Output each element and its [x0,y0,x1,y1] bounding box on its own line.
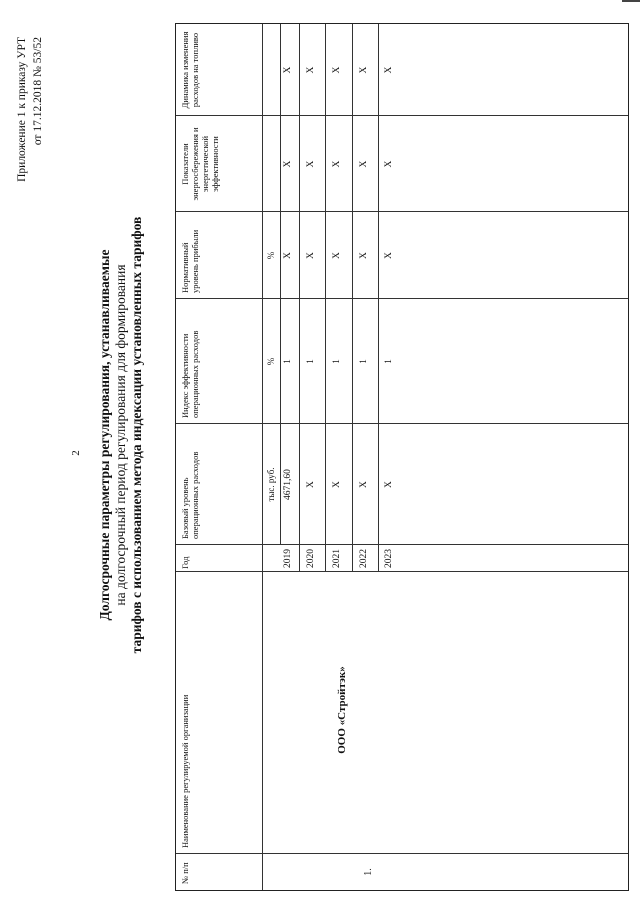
index-cell: 1 [384,359,394,364]
base-cell: 4671,60 [283,469,293,500]
col-rule-year [176,544,628,545]
base-cell: Х [384,481,394,488]
row-number: 1. [363,868,374,876]
fuel-cell: Х [359,66,369,74]
profit-cell: Х [306,252,316,259]
energy-cell: Х [283,160,293,168]
annex-line-2: от 17.12.2018 № 53/52 [32,37,44,146]
header-energy: Показатели энергосбережения и энергетической эффективности [180,127,220,201]
header-fuel: Динамика изменения расходов на топливо [180,31,200,109]
title-line-2: на долгосрочный период регулирования для формирования [113,264,128,606]
col-rule-org [176,571,628,572]
page-number: 2 [70,450,82,456]
year-cell: 2020 [306,549,316,568]
profit-cell: Х [283,252,293,259]
energy-cell: Х [359,160,369,168]
header-num: № п/п [180,862,190,884]
energy-cell: Х [332,160,342,168]
header-year: Год [180,556,190,569]
fuel-cell: Х [332,66,342,74]
unit-index: % [266,357,276,366]
header-index: Индекс эффективности операционных расходов [180,330,200,418]
profit-cell: Х [359,252,369,259]
col-rule-profit [176,211,628,212]
document-title [97,85,145,785]
index-cell: 1 [359,359,369,364]
fuel-cell: Х [384,66,394,74]
title-line-1: Долгосрочные параметры регулирования, устанавливаемые [97,249,112,621]
year-cell: 2021 [332,549,342,568]
profit-cell: Х [332,252,342,259]
energy-cell: Х [384,160,394,168]
year-cell: 2019 [283,549,293,568]
index-cell: 1 [283,359,293,364]
col-rule-energy [176,115,628,116]
base-cell: Х [359,481,369,488]
header-base: Базовый уровень операционных расходов [180,451,200,539]
col-rule-num [176,853,628,854]
unit-base: тыс. руб. [266,467,276,502]
parameters-table [175,23,629,891]
year-cell: 2022 [359,549,369,568]
annex-line-1: Приложение 1 к приказу УРТ [16,37,28,182]
profit-cell: Х [384,252,394,259]
header-org: Наименование регулируемой организации [180,694,190,848]
year-cell: 2023 [384,549,394,568]
energy-cell: Х [306,160,316,168]
annex-note [14,37,46,182]
header-profit: Нормативный уровень прибыли [180,229,200,293]
base-cell: Х [332,481,342,488]
fuel-cell: Х [283,66,293,74]
fuel-cell: Х [306,66,316,74]
index-cell: 1 [332,359,342,364]
organization-name: ООО «Стройтэк» [336,666,348,754]
col-rule-index [176,298,628,299]
base-cell: Х [306,481,316,488]
header-rule [262,24,263,890]
unit-row-rule [280,24,281,545]
col-rule-base [176,423,628,424]
unit-profit: % [266,251,276,260]
index-cell: 1 [306,359,316,364]
title-line-3: тарифов с использованием метода индексации установленных тарифов [129,216,144,654]
